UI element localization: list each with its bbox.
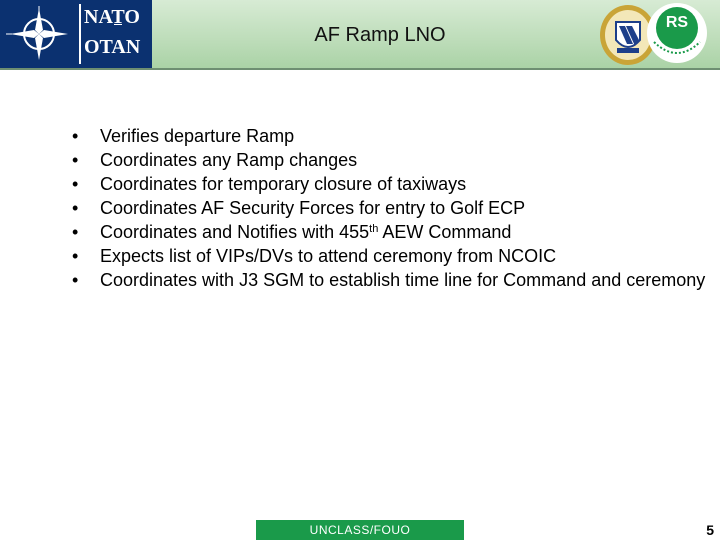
bullet-marker: • xyxy=(72,246,79,266)
bullet-marker: • xyxy=(72,222,79,242)
bullet-item xyxy=(70,172,710,196)
bullet-marker: • xyxy=(72,198,79,218)
page-number: 5 xyxy=(706,522,714,538)
bullet-item xyxy=(70,244,710,268)
nato-compass-star-icon xyxy=(6,6,72,62)
bullet-text: Verifies departure Ramp xyxy=(100,126,295,146)
bullet-item xyxy=(70,148,710,172)
otan-word: OTAN xyxy=(84,36,141,58)
bullet-text: Coordinates with J3 SGM to establish time line for Command and ceremony xyxy=(100,270,706,290)
resolute-support-badge-icon xyxy=(646,2,708,64)
nato-wordmark xyxy=(84,2,152,66)
bullet-text: Expects list of VIPs/DVs to attend ceremony from NCOIC xyxy=(100,246,557,266)
bullet-item xyxy=(70,220,710,244)
bullet-text: Coordinates for temporary closure of taxiways xyxy=(100,174,467,194)
slide-header xyxy=(0,0,720,70)
bullet-marker: • xyxy=(72,174,79,194)
bullet-text: Coordinates any Ramp changes xyxy=(100,150,358,170)
nato-otan-logo xyxy=(0,0,152,68)
nato-divider xyxy=(79,4,81,64)
rs-badge-label: RS xyxy=(665,14,689,31)
bullet-text-after: AEW Command xyxy=(378,222,512,242)
page-title: AF Ramp LNO xyxy=(314,24,446,46)
bullet-text-before: Coordinates and Notifies with 455 xyxy=(100,222,370,242)
bullet-marker: • xyxy=(72,150,79,170)
classification-banner: UNCLASS/FOUO xyxy=(256,520,464,540)
nato-word: NATO xyxy=(84,6,140,28)
bullet-item xyxy=(70,196,710,220)
ordinal-suffix: th xyxy=(369,223,379,235)
bullet-item xyxy=(70,268,710,292)
header-divider xyxy=(0,68,720,70)
bullet-marker: • xyxy=(72,126,79,146)
bullet-marker: • xyxy=(72,270,79,290)
bullet-text: Coordinates AF Security Forces for entry to Golf ECP xyxy=(100,198,526,218)
bullet-list xyxy=(70,124,710,292)
bullet-item xyxy=(70,124,710,148)
